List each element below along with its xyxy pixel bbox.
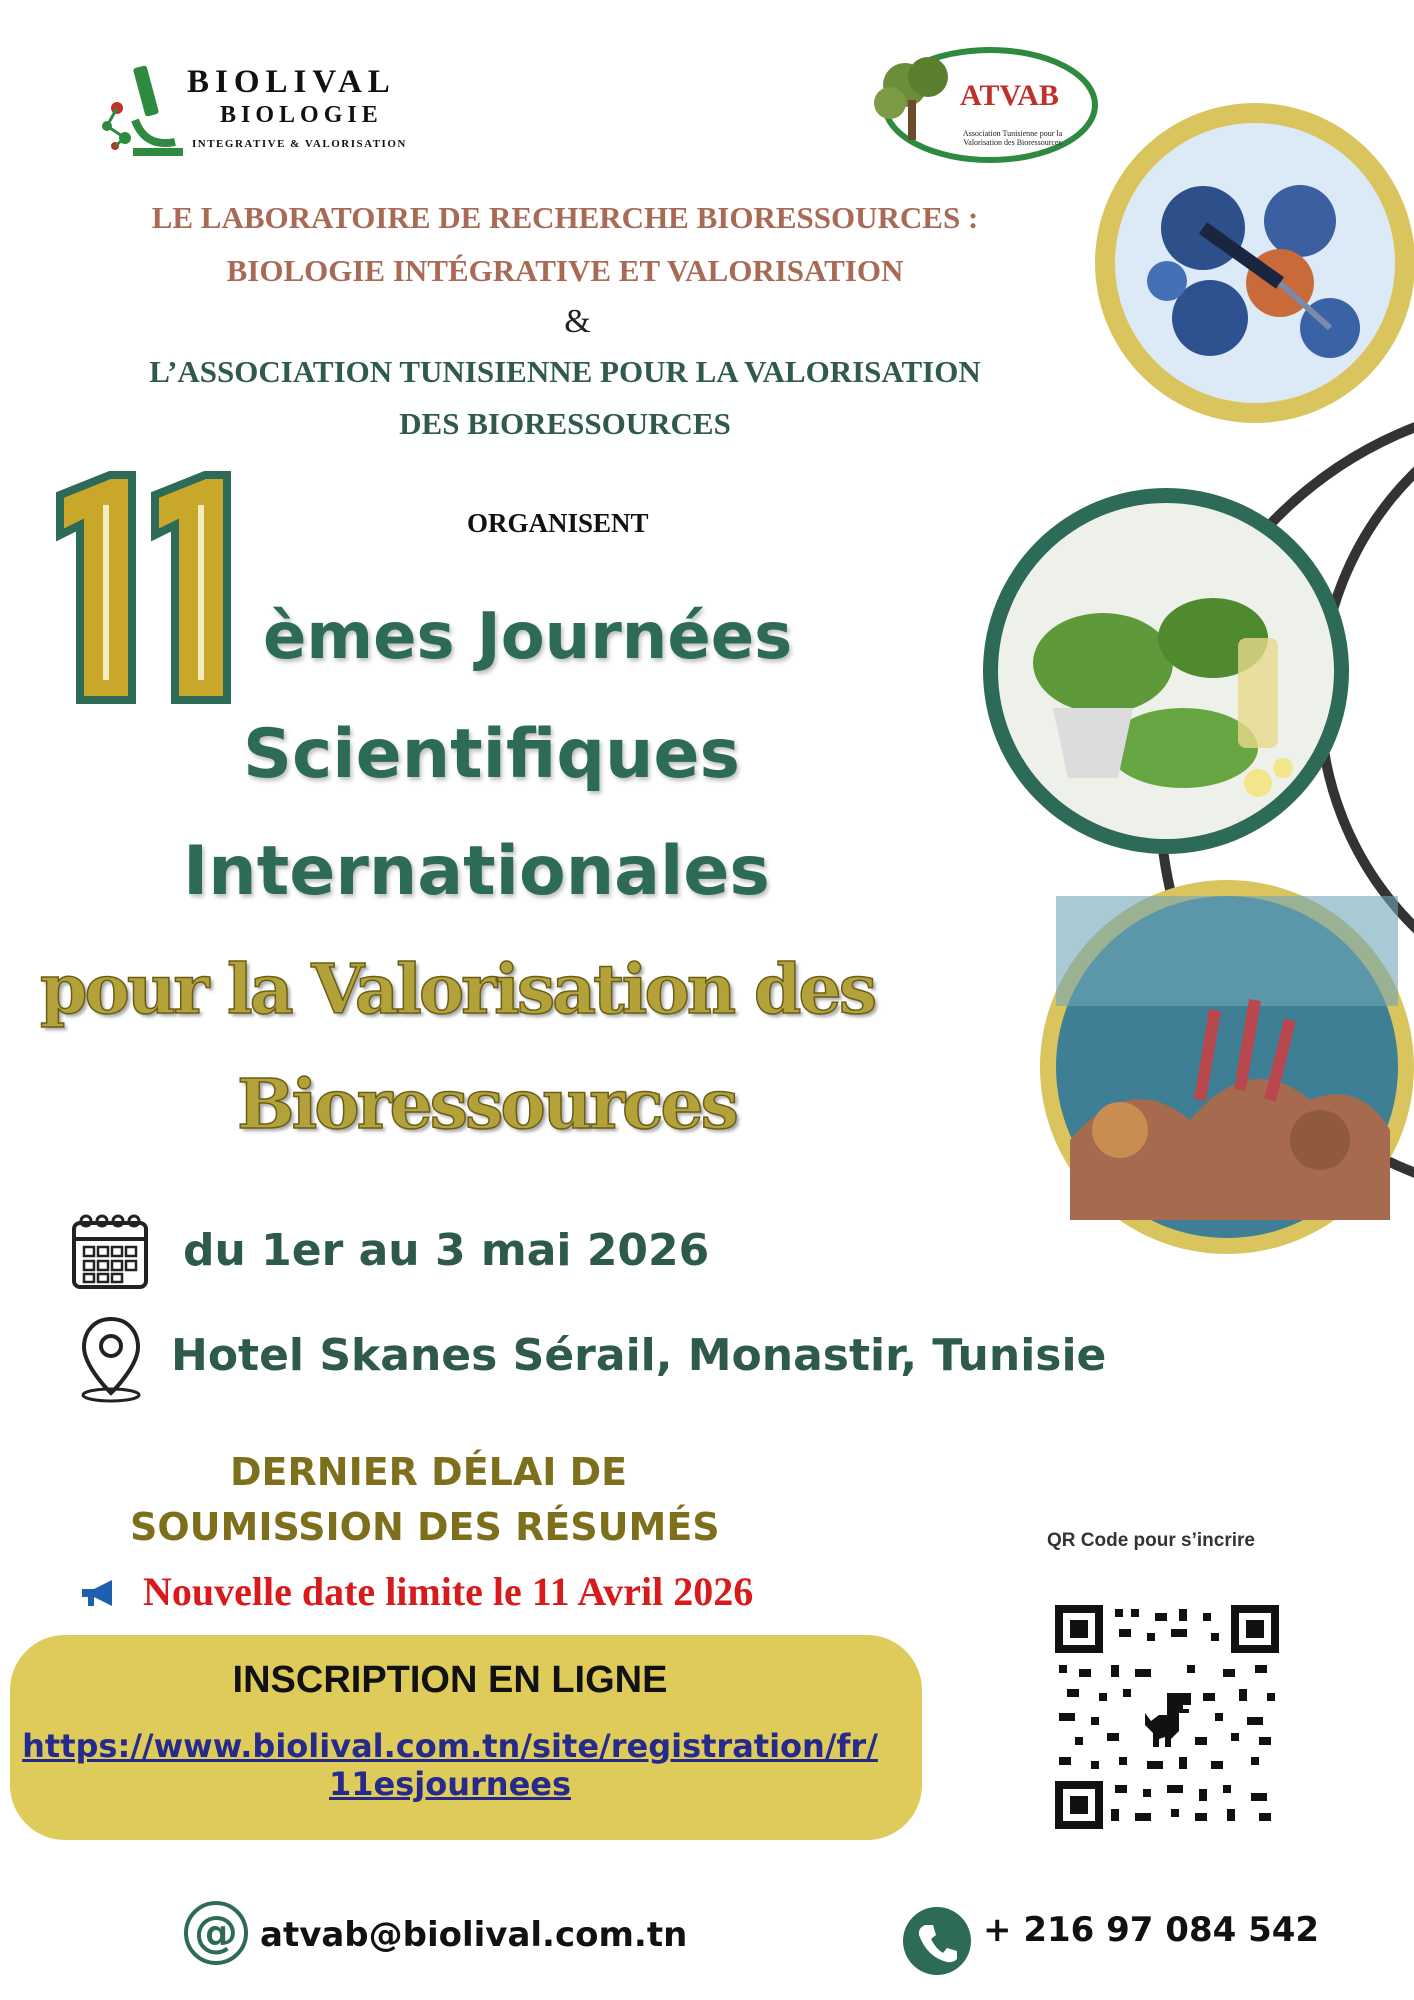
title-line1: èmes Journées xyxy=(263,600,793,674)
ampersand: & xyxy=(564,303,591,340)
event-dates: du 1er au 3 mai 2026 xyxy=(183,1225,710,1276)
new-deadline: Nouvelle date limite le 11 Avril 2026 xyxy=(143,1569,754,1614)
title-line4: pour la Valorisation des xyxy=(40,950,874,1030)
lab-name-line2: BIOLOGIE INTÉGRATIVE ET VALORISATION xyxy=(226,253,904,288)
molecule-image xyxy=(1095,103,1414,423)
deadline-line1: DERNIER DÉLAI DE xyxy=(230,1450,628,1494)
atvab-subtitle: Association Tunisienne pour la Valorisation des Bioressources xyxy=(962,129,1063,147)
biolival-logo xyxy=(95,58,425,158)
deadline-line2: SOUMISSION DES RÉSUMÉS xyxy=(130,1505,720,1549)
registration-link[interactable] xyxy=(10,1727,890,1803)
association-line2: DES BIORESSOURCES xyxy=(399,406,731,441)
svg-text:@: @ xyxy=(194,1907,238,1958)
biolival-name: BIOLIVAL xyxy=(187,64,396,100)
coral-reef-image xyxy=(1040,880,1414,1254)
phone-icon xyxy=(903,1907,971,1975)
contact-phone[interactable]: + 216 97 084 542 xyxy=(983,1910,1320,1950)
event-location: Hotel Skanes Sérail, Monastir, Tunisie xyxy=(171,1330,1107,1381)
herbs-image xyxy=(983,488,1349,854)
lab-name-line1: LE LABORATOIRE DE RECHERCHE BIORESSOURCES : xyxy=(151,200,979,235)
contact-email[interactable]: atvab@biolival.com.tn xyxy=(260,1915,688,1955)
megaphone-icon xyxy=(78,1577,120,1609)
registration-title: INSCRIPTION EN LIGNE xyxy=(232,1659,668,1701)
calendar-icon xyxy=(70,1213,150,1291)
registration-link-line1[interactable]: https://www.biolival.com.tn/site/registration/fr/ xyxy=(22,1727,878,1765)
title-line5: Bioressources xyxy=(237,1065,736,1145)
qr-code[interactable] xyxy=(1055,1605,1279,1829)
atvab-logo xyxy=(860,45,1100,165)
association-line1: L’ASSOCIATION TUNISIENNE POUR LA VALORISATION xyxy=(149,354,981,389)
organisent-label: ORGANISENT xyxy=(467,508,649,538)
microscope-icon xyxy=(95,58,185,158)
atvab-name: ATVAB xyxy=(960,79,1059,112)
email-at-icon xyxy=(183,1900,249,1966)
registration-link-line2[interactable]: 11esjournees xyxy=(328,1765,572,1803)
registration-box xyxy=(10,1635,922,1840)
title-line2: Scientifiques xyxy=(243,715,741,794)
title-line3: Internationales xyxy=(183,832,770,911)
qr-label: QR Code pour s’incrire xyxy=(1047,1530,1255,1551)
biolival-tagline: INTEGRATIVE & VALORISATION xyxy=(192,138,407,150)
location-pin-icon xyxy=(78,1315,144,1403)
biolival-subtitle: BIOLOGIE xyxy=(220,102,383,128)
edition-number xyxy=(40,465,250,710)
